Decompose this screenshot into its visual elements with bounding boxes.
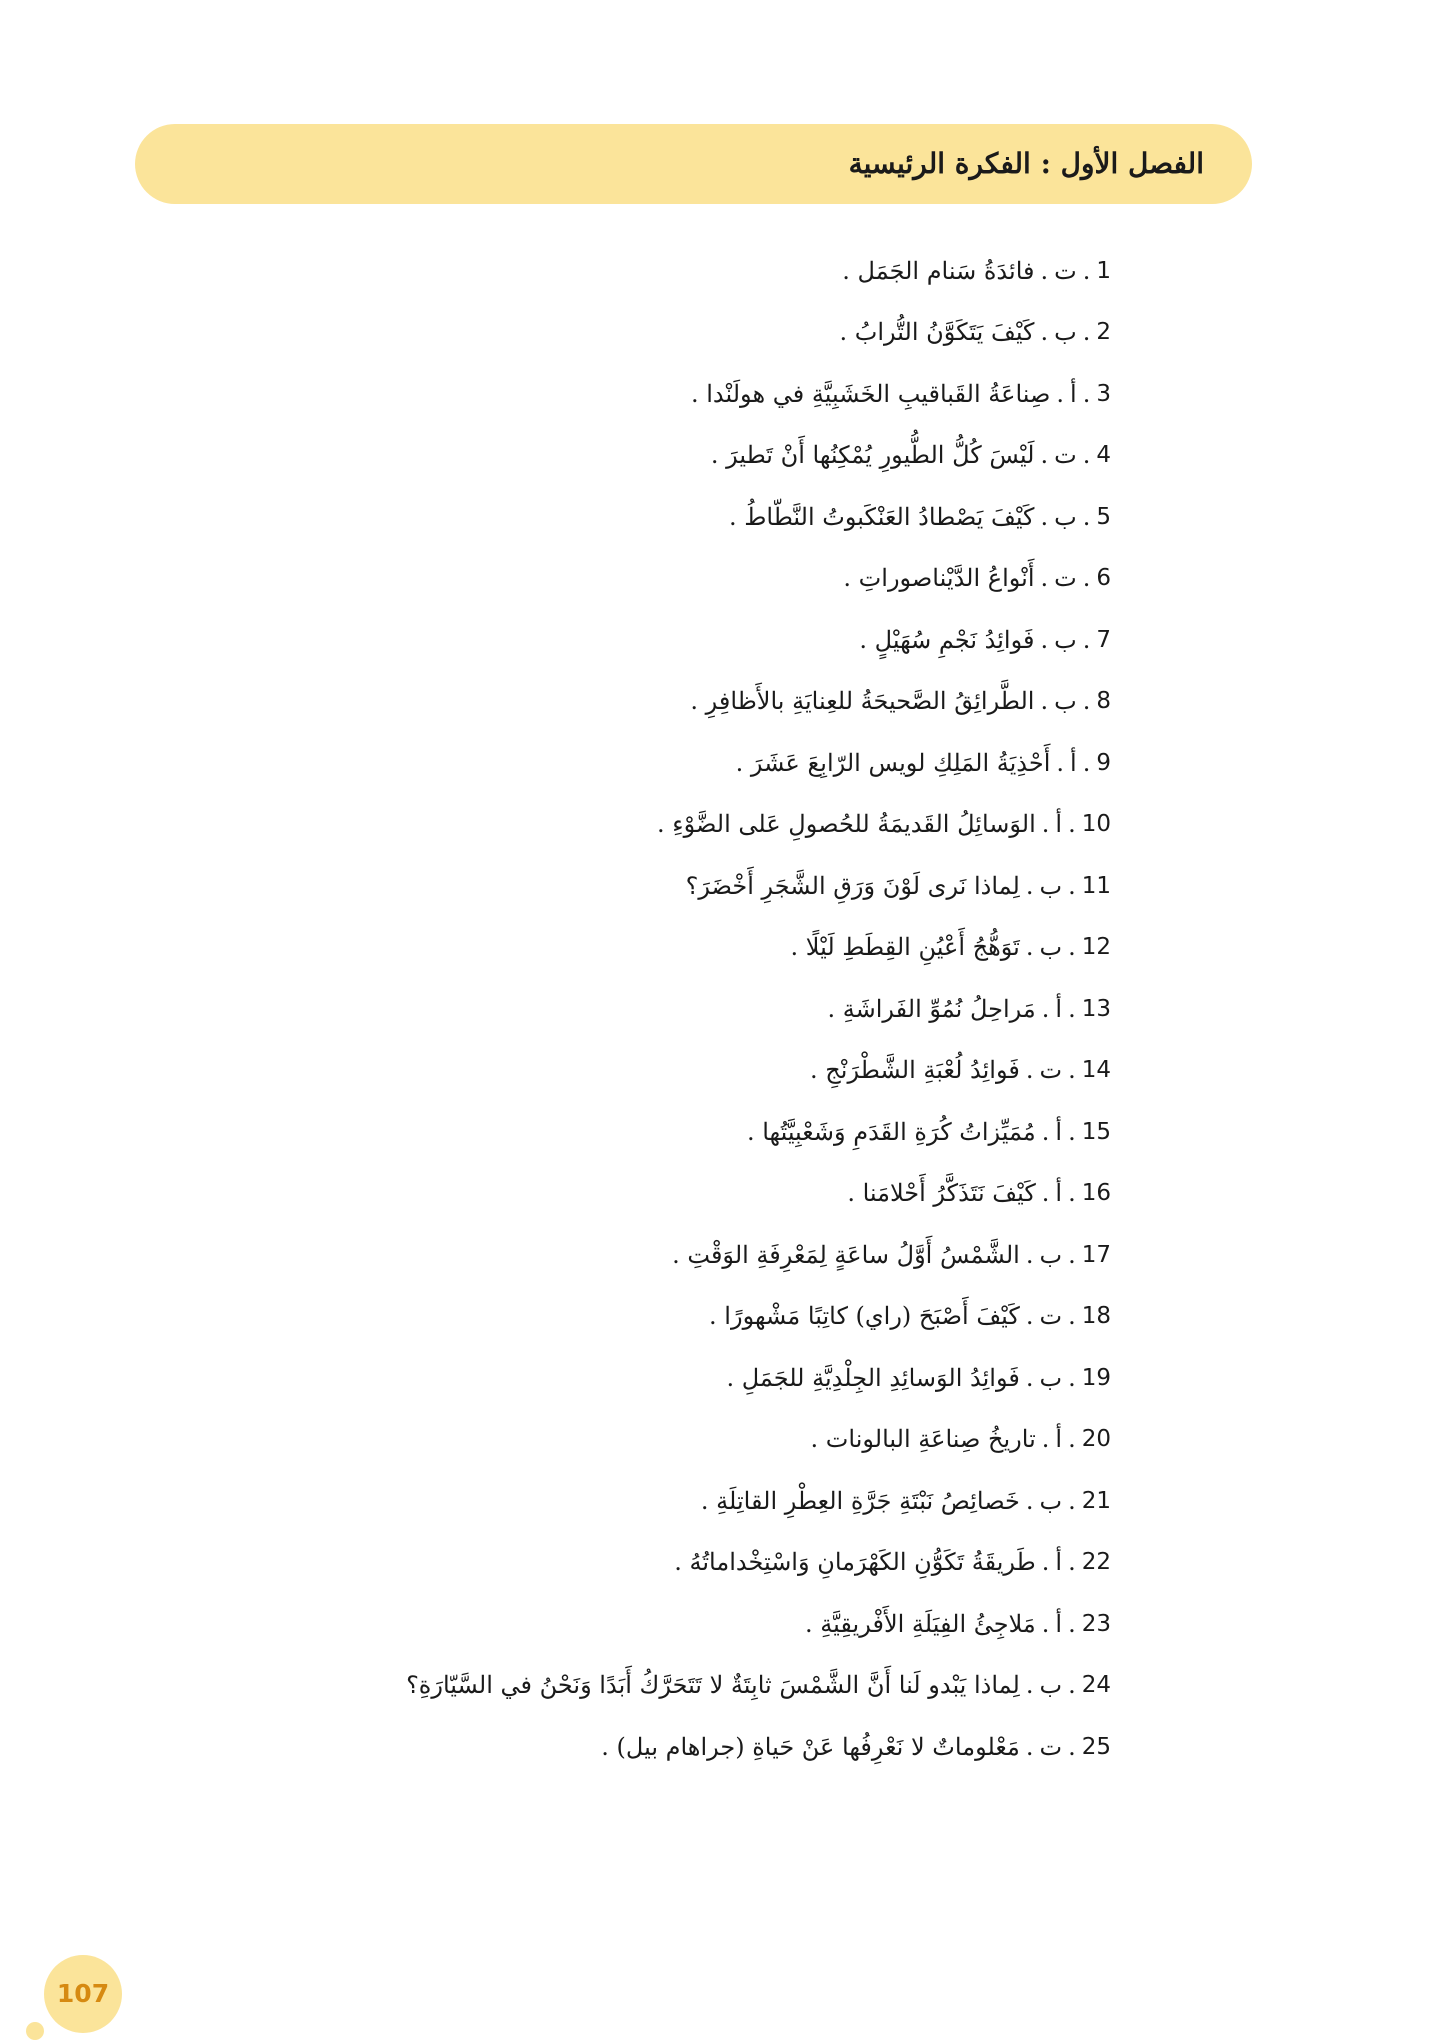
- answer-text: فَوائِدُ لُعْبَةِ الشَّطْرَنْجِ .: [810, 1056, 1020, 1085]
- separator-dot: .: [1040, 502, 1049, 531]
- separator-dot: .: [1082, 625, 1091, 654]
- separator-dot: .: [1056, 748, 1065, 777]
- separator-dot: .: [1068, 810, 1076, 839]
- answer-item: [111, 1286, 1111, 1348]
- separator-dot: .: [1025, 1732, 1034, 1761]
- separator-dot: .: [1082, 318, 1091, 347]
- answer-choice-letter: أ: [1055, 810, 1063, 839]
- answer-number: 15: [1081, 1118, 1111, 1145]
- answer-number: 1: [1096, 257, 1111, 284]
- answer-number: 17: [1081, 1241, 1111, 1268]
- separator-dot: .: [1068, 1671, 1076, 1700]
- separator-dot: .: [1040, 564, 1049, 593]
- answer-text: تَوَهُّجُ أَعْيُنِ القِطَطِ لَيْلًا .: [790, 933, 1020, 962]
- separator-dot: .: [1082, 441, 1091, 470]
- answer-item: [111, 1040, 1111, 1102]
- decorative-dot: [26, 2022, 44, 2040]
- separator-dot: .: [1025, 1302, 1034, 1331]
- answer-choice-letter: ب: [1054, 625, 1077, 654]
- answer-item: [111, 1470, 1111, 1532]
- answer-number: 11: [1081, 872, 1111, 899]
- answer-choice-letter: ب: [1054, 318, 1077, 347]
- answer-choice-letter: أ: [1055, 1609, 1063, 1638]
- answer-number: 20: [1081, 1426, 1111, 1453]
- answer-item: [111, 978, 1111, 1040]
- answer-number: 3: [1096, 380, 1111, 407]
- answer-choice-letter: ب: [1039, 1671, 1063, 1700]
- answer-item: [111, 302, 1111, 364]
- answer-item: [111, 1409, 1111, 1471]
- answer-item: [111, 794, 1111, 856]
- separator-dot: .: [1025, 1671, 1034, 1700]
- answer-text: لَيْسَ كُلُّ الطُّيورِ يُمْكِنُها أَنْ تَطيرَ .: [710, 441, 1035, 470]
- separator-dot: .: [1041, 810, 1050, 839]
- page-number-badge: [44, 1955, 122, 2033]
- answer-number: 16: [1081, 1180, 1111, 1207]
- answer-text: كَيْفَ نَتَذَكَّرُ أَحْلامَنا .: [847, 1179, 1036, 1208]
- separator-dot: .: [1082, 379, 1091, 408]
- answer-text: فَوائِدُ نَجْمِ سُهَيْلٍ .: [859, 625, 1035, 654]
- separator-dot: .: [1068, 1117, 1076, 1146]
- answer-item: [111, 363, 1111, 425]
- answer-number: 7: [1096, 626, 1111, 653]
- separator-dot: .: [1040, 625, 1049, 654]
- answer-choice-letter: ت: [1039, 1302, 1063, 1331]
- answer-choice-letter: أ: [1055, 1548, 1063, 1577]
- answer-text: الوَسائِلُ القَديمَةُ للحُصولِ عَلى الضَّوْءِ .: [657, 810, 1036, 839]
- separator-dot: .: [1041, 1609, 1050, 1638]
- answer-text: مَلاجِئُ الفِيَلَةِ الأَفْريقِيَّةِ .: [805, 1609, 1036, 1638]
- answer-number: 22: [1081, 1549, 1111, 1576]
- separator-dot: .: [1025, 933, 1034, 962]
- answer-text: كَيْفَ أَصْبَحَ (راي) كاتِبًا مَشْهورًا .: [709, 1302, 1020, 1331]
- answer-item: [111, 732, 1111, 794]
- separator-dot: .: [1068, 1486, 1076, 1515]
- answer-number: 5: [1096, 503, 1111, 530]
- answer-number: 6: [1096, 565, 1111, 592]
- answer-item: [111, 1655, 1111, 1717]
- separator-dot: .: [1068, 871, 1076, 900]
- answer-choice-letter: أ: [1070, 748, 1077, 777]
- answer-choice-letter: ت: [1054, 564, 1077, 593]
- answer-number: 4: [1096, 442, 1111, 469]
- answer-item: [111, 1593, 1111, 1655]
- separator-dot: .: [1040, 687, 1049, 716]
- answer-choice-letter: أ: [1070, 379, 1077, 408]
- answer-item: [111, 425, 1111, 487]
- separator-dot: .: [1040, 318, 1049, 347]
- separator-dot: .: [1068, 933, 1076, 962]
- answer-item: [111, 1163, 1111, 1225]
- answer-text: فائدَةُ سَنام الجَمَل .: [842, 256, 1035, 285]
- answer-number: 19: [1081, 1364, 1111, 1391]
- answer-text: مُمَيِّزاتُ كُرَةِ القَدَمِ وَشَعْبِيَّتُها .: [746, 1117, 1036, 1146]
- answer-choice-letter: أ: [1055, 1425, 1063, 1454]
- answer-choice-letter: ت: [1039, 1732, 1063, 1761]
- answer-choice-letter: أ: [1055, 1179, 1063, 1208]
- answer-number: 13: [1081, 995, 1111, 1022]
- separator-dot: .: [1041, 994, 1050, 1023]
- separator-dot: .: [1082, 256, 1091, 285]
- answer-number: 23: [1081, 1610, 1111, 1637]
- answer-text: لِماذا نَرى لَوْنَ وَرَقِ الشَّجَرِ أَخْضَرَ؟: [685, 871, 1020, 900]
- answer-text: فَوائِدُ الوَسائِدِ الجِلْدِيَّةِ للجَمَلِ .: [726, 1363, 1020, 1392]
- answer-choice-letter: ب: [1039, 1486, 1063, 1515]
- chapter-header-banner: [135, 124, 1252, 204]
- answer-text: الطَّرائِقُ الصَّحيحَةُ للعِنايَةِ بالأَظافِرِ .: [690, 687, 1035, 716]
- answer-item: [111, 1224, 1111, 1286]
- separator-dot: .: [1040, 441, 1049, 470]
- separator-dot: .: [1068, 1425, 1076, 1454]
- answer-choice-letter: ب: [1039, 933, 1063, 962]
- answer-number: 18: [1081, 1303, 1111, 1330]
- answer-number: 10: [1081, 811, 1111, 838]
- answer-text: الشَّمْسُ أَوَّلُ ساعَةٍ لِمَعْرِفَةِ الوَقْتِ .: [672, 1240, 1020, 1269]
- separator-dot: .: [1041, 1548, 1050, 1577]
- answer-item: [111, 486, 1111, 548]
- answer-number: 9: [1096, 749, 1111, 776]
- separator-dot: .: [1025, 1056, 1034, 1085]
- chapter-title: الفصل الأول : الفكرة الرئيسية: [848, 147, 1204, 180]
- separator-dot: .: [1025, 1240, 1034, 1269]
- answer-text: كَيْفَ يَصْطادُ العَنْكَبوتُ النَّطّاطُ .: [728, 502, 1035, 531]
- answer-number: 24: [1081, 1672, 1111, 1699]
- answer-text: لِماذا يَبْدو لَنا أَنَّ الشَّمْسَ ثابِتَةٌ لا تَتَحَرَّكُ أَبَدًا وَنَحْنُ في السَّيّارَةِ؟: [406, 1671, 1020, 1700]
- answer-number: 2: [1096, 319, 1111, 346]
- separator-dot: .: [1041, 1179, 1050, 1208]
- answer-number: 8: [1096, 688, 1111, 715]
- answer-choice-letter: ب: [1039, 1240, 1063, 1269]
- answer-text: مَعْلوماتٌ لا نَعْرِفُها عَنْ حَياةِ (جراهام بيل) .: [601, 1732, 1020, 1761]
- separator-dot: .: [1068, 1732, 1076, 1761]
- separator-dot: .: [1056, 379, 1065, 408]
- separator-dot: .: [1025, 1363, 1034, 1392]
- answer-text: خَصائِصُ نَبْتَةِ جَرَّةِ العِطْرِ القاتِلَةِ .: [700, 1486, 1020, 1515]
- page-number: 107: [56, 1979, 110, 2008]
- separator-dot: .: [1068, 1548, 1076, 1577]
- answer-text: مَراحِلُ نُمُوِّ الفَراشَةِ .: [827, 994, 1036, 1023]
- answer-choice-letter: ب: [1039, 871, 1063, 900]
- answer-choice-letter: ت: [1039, 1056, 1063, 1085]
- separator-dot: .: [1040, 256, 1049, 285]
- answer-item: [111, 917, 1111, 979]
- answer-item: [111, 671, 1111, 733]
- separator-dot: .: [1068, 1609, 1076, 1638]
- separator-dot: .: [1082, 748, 1091, 777]
- separator-dot: .: [1025, 1486, 1034, 1515]
- answer-text: أَنْواعُ الدَّيْناصوراتِ .: [843, 564, 1035, 593]
- separator-dot: .: [1041, 1117, 1050, 1146]
- answer-text: كَيْفَ يَتَكَوَّنُ التُّرابُ .: [839, 318, 1035, 347]
- separator-dot: .: [1025, 871, 1034, 900]
- separator-dot: .: [1068, 1056, 1076, 1085]
- answer-text: تاريخُ صِناعَةِ البالونات .: [810, 1425, 1036, 1454]
- separator-dot: .: [1068, 1179, 1076, 1208]
- answer-choice-letter: ت: [1054, 441, 1077, 470]
- separator-dot: .: [1068, 1240, 1076, 1269]
- answer-item: [111, 240, 1111, 302]
- separator-dot: .: [1068, 1363, 1076, 1392]
- separator-dot: .: [1068, 1302, 1076, 1331]
- answer-item: [111, 1532, 1111, 1594]
- answer-choice-letter: ت: [1054, 256, 1077, 285]
- answer-item: [111, 855, 1111, 917]
- separator-dot: .: [1082, 687, 1091, 716]
- answer-text: أَحْذِيَةُ المَلِكِ لويس الرّابِعَ عَشَرَ .: [735, 748, 1051, 777]
- answer-choice-letter: أ: [1055, 994, 1063, 1023]
- answer-item: [111, 1716, 1111, 1778]
- answers-list: [111, 240, 1111, 1778]
- answer-number: 21: [1081, 1487, 1111, 1514]
- separator-dot: .: [1082, 564, 1091, 593]
- answer-item: [111, 1347, 1111, 1409]
- answer-choice-letter: ب: [1039, 1363, 1063, 1392]
- answer-item: [111, 548, 1111, 610]
- separator-dot: .: [1068, 994, 1076, 1023]
- answer-text: طَريقَةُ تَكَوُّنِ الكَهْرَمانِ وَاسْتِخْداماتُهُ .: [674, 1548, 1036, 1577]
- answer-choice-letter: أ: [1055, 1117, 1063, 1146]
- answer-item: [111, 1101, 1111, 1163]
- answer-number: 14: [1081, 1057, 1111, 1084]
- answer-text: صِناعَةُ القَباقيبِ الخَشَبِيَّةِ في هولَنْدا .: [690, 379, 1051, 408]
- answer-choice-letter: ب: [1054, 502, 1077, 531]
- separator-dot: .: [1041, 1425, 1050, 1454]
- separator-dot: .: [1082, 502, 1091, 531]
- answer-number: 25: [1081, 1733, 1111, 1760]
- answer-item: [111, 609, 1111, 671]
- answer-choice-letter: ب: [1054, 687, 1077, 716]
- answer-number: 12: [1081, 934, 1111, 961]
